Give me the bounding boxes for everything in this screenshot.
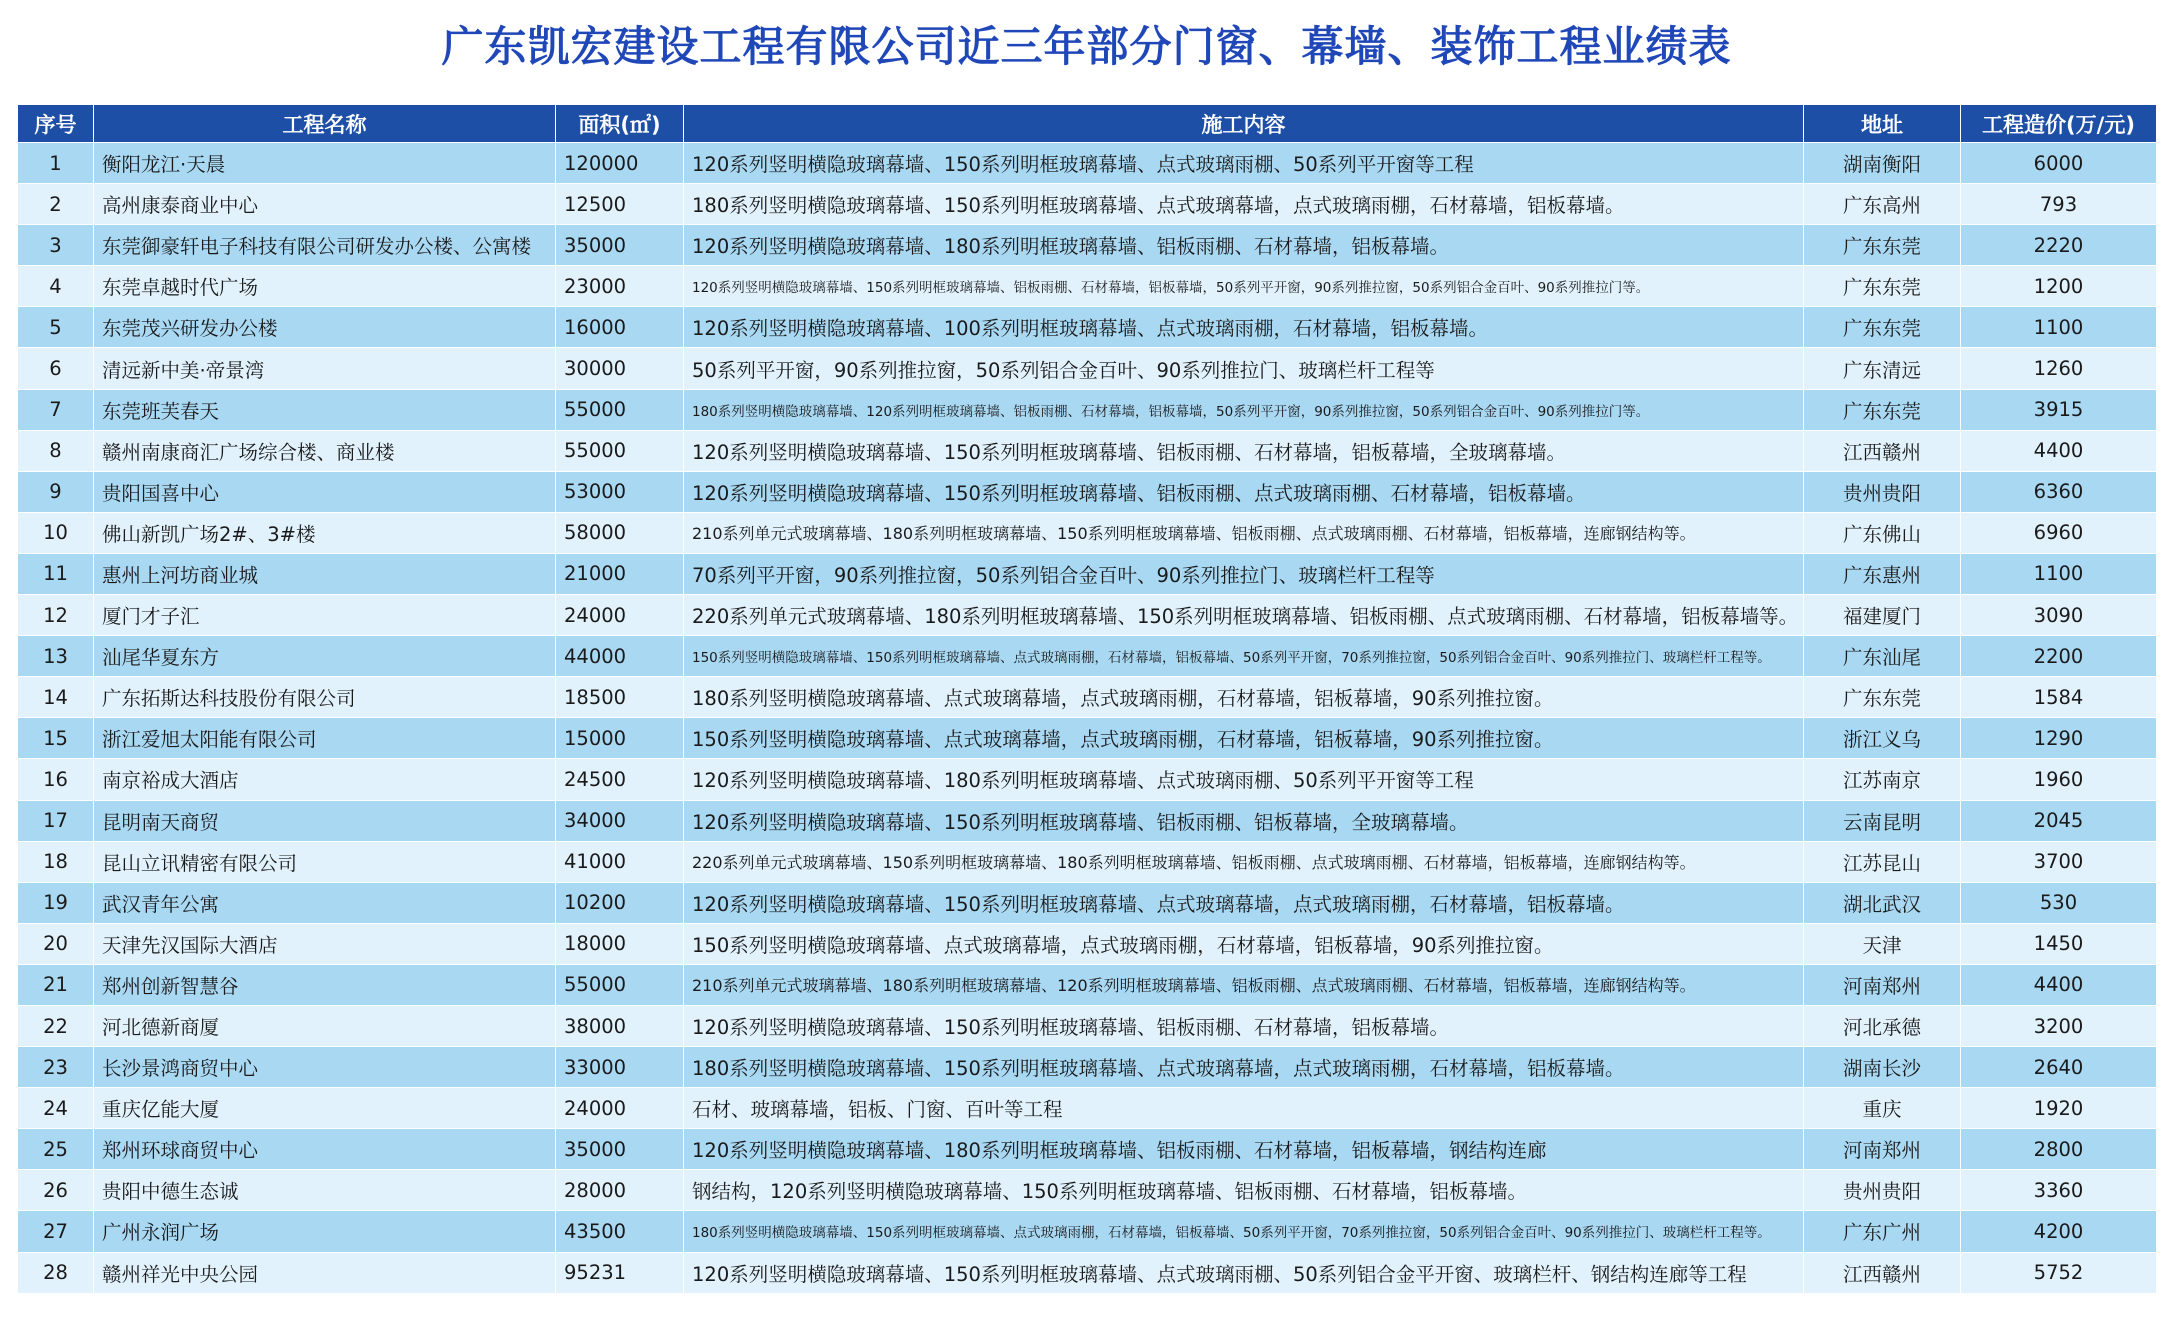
cell-no: 9 [18, 471, 94, 512]
cell-project-name: 厦门才子汇 [94, 595, 556, 636]
cell-content: 石材、玻璃幕墙，铝板、门窗、百叶等工程 [684, 1088, 1804, 1129]
page-title: 广东凯宏建设工程有限公司近三年部分门窗、幕墙、装饰工程业绩表 [441, 22, 1732, 71]
cell-project-name: 郑州创新智慧谷 [94, 964, 556, 1005]
table-row [18, 184, 2157, 225]
cell-address: 河南郑州 [1804, 1129, 1961, 1170]
table-row [18, 1252, 2157, 1293]
cell-area: 35000 [556, 1129, 684, 1170]
cell-no: 10 [18, 512, 94, 553]
col-header-no: 序号 [18, 105, 94, 143]
cell-project-name: 贵阳中德生态诚 [94, 1170, 556, 1211]
cell-project-name: 东莞卓越时代广场 [94, 266, 556, 307]
table-row [18, 595, 2157, 636]
cell-project-name: 天津先汉国际大酒店 [94, 923, 556, 964]
table-row [18, 512, 2157, 553]
table-header [18, 105, 2157, 143]
table-row [18, 923, 2157, 964]
table-row [18, 1129, 2157, 1170]
cell-content: 120系列竖明横隐玻璃幕墙、100系列明框玻璃幕墙、点式玻璃雨棚，石材幕墙，铝板幕墙。 [684, 307, 1804, 348]
table-row [18, 636, 2157, 677]
cell-area: 58000 [556, 512, 684, 553]
cell-area: 44000 [556, 636, 684, 677]
cell-cost: 1260 [1961, 348, 2157, 389]
cell-address: 广东清远 [1804, 348, 1961, 389]
cell-project-name: 贵阳国喜中心 [94, 471, 556, 512]
cell-area: 28000 [556, 1170, 684, 1211]
cell-address: 广东东莞 [1804, 677, 1961, 718]
table-row [18, 800, 2157, 841]
cell-content: 120系列竖明横隐玻璃幕墙、150系列明框玻璃幕墙、点式玻璃雨棚、50系列平开窗等工程 [684, 143, 1804, 184]
cell-no: 20 [18, 923, 94, 964]
cell-area: 34000 [556, 800, 684, 841]
cell-project-name: 昆明南天商贸 [94, 800, 556, 841]
cell-project-name: 东莞茂兴研发办公楼 [94, 307, 556, 348]
cell-no: 12 [18, 595, 94, 636]
cell-area: 24500 [556, 759, 684, 800]
cell-content: 120系列竖明横隐玻璃幕墙、150系列明框玻璃幕墙、铝板雨棚、铝板幕墙，全玻璃幕墙。 [684, 800, 1804, 841]
cell-cost: 530 [1961, 882, 2157, 923]
cell-cost: 1290 [1961, 718, 2157, 759]
cell-area: 95231 [556, 1252, 684, 1293]
cell-area: 53000 [556, 471, 684, 512]
cell-project-name: 清远新中美·帝景湾 [94, 348, 556, 389]
cell-address: 广东东莞 [1804, 225, 1961, 266]
cell-address: 广东惠州 [1804, 553, 1961, 594]
cell-address: 河北承德 [1804, 1005, 1961, 1046]
cell-address: 广东东莞 [1804, 266, 1961, 307]
cell-cost: 6360 [1961, 471, 2157, 512]
col-header-cost: 工程造价(万/元) [1961, 105, 2157, 143]
cell-cost: 2220 [1961, 225, 2157, 266]
cell-address: 天津 [1804, 923, 1961, 964]
cell-cost: 6960 [1961, 512, 2157, 553]
cell-address: 广东东莞 [1804, 389, 1961, 430]
cell-project-name: 武汉青年公寓 [94, 882, 556, 923]
cell-content: 220系列单元式玻璃幕墙、180系列明框玻璃幕墙、150系列明框玻璃幕墙、铝板雨棚、点式玻璃雨棚、石材幕墙，铝板幕墙等。 [684, 595, 1804, 636]
cell-content: 150系列竖明横隐玻璃幕墙、点式玻璃幕墙，点式玻璃雨棚，石材幕墙，铝板幕墙，90系列推拉窗。 [684, 923, 1804, 964]
cell-area: 24000 [556, 595, 684, 636]
cell-area: 120000 [556, 143, 684, 184]
cell-address: 云南昆明 [1804, 800, 1961, 841]
cell-cost: 1450 [1961, 923, 2157, 964]
cell-project-name: 广东拓斯达科技股份有限公司 [94, 677, 556, 718]
cell-content: 120系列竖明横隐玻璃幕墙、150系列明框玻璃幕墙、铝板雨棚、石材幕墙，铝板幕墙。 [684, 1005, 1804, 1046]
cell-no: 7 [18, 389, 94, 430]
cell-cost: 3360 [1961, 1170, 2157, 1211]
cell-address: 重庆 [1804, 1088, 1961, 1129]
table-row [18, 718, 2157, 759]
cell-content: 120系列竖明横隐玻璃幕墙、180系列明框玻璃幕墙、铝板雨棚、石材幕墙，铝板幕墙，钢结构连廊 [684, 1129, 1804, 1170]
cell-area: 41000 [556, 841, 684, 882]
cell-project-name: 赣州南康商汇广场综合楼、商业楼 [94, 430, 556, 471]
table-row [18, 964, 2157, 1005]
cell-area: 33000 [556, 1047, 684, 1088]
cell-no: 21 [18, 964, 94, 1005]
cell-content: 钢结构，120系列竖明横隐玻璃幕墙、150系列明框玻璃幕墙、铝板雨棚、石材幕墙，铝板幕墙。 [684, 1170, 1804, 1211]
cell-content: 180系列竖明横隐玻璃幕墙、点式玻璃幕墙，点式玻璃雨棚，石材幕墙，铝板幕墙，90系列推拉窗。 [684, 677, 1804, 718]
cell-area: 18500 [556, 677, 684, 718]
cell-area: 30000 [556, 348, 684, 389]
cell-area: 23000 [556, 266, 684, 307]
cell-no: 2 [18, 184, 94, 225]
cell-address: 河南郑州 [1804, 964, 1961, 1005]
col-header-area: 面积(㎡) [556, 105, 684, 143]
cell-cost: 3700 [1961, 841, 2157, 882]
cell-project-name: 惠州上河坊商业城 [94, 553, 556, 594]
cell-content: 50系列平开窗，90系列推拉窗，50系列铝合金百叶、90系列推拉门、玻璃栏杆工程等 [684, 348, 1804, 389]
cell-project-name: 衡阳龙江·天晨 [94, 143, 556, 184]
cell-area: 16000 [556, 307, 684, 348]
table-row [18, 389, 2157, 430]
cell-no: 19 [18, 882, 94, 923]
cell-cost: 1200 [1961, 266, 2157, 307]
cell-project-name: 南京裕成大酒店 [94, 759, 556, 800]
table-row [18, 553, 2157, 594]
cell-no: 15 [18, 718, 94, 759]
cell-area: 10200 [556, 882, 684, 923]
cell-address: 江西赣州 [1804, 430, 1961, 471]
cell-address: 江苏昆山 [1804, 841, 1961, 882]
cell-content: 180系列竖明横隐玻璃幕墙、150系列明框玻璃幕墙、点式玻璃幕墙，点式玻璃雨棚，石材幕墙，铝板幕墙。 [684, 1047, 1804, 1088]
cell-no: 1 [18, 143, 94, 184]
cell-project-name: 昆山立讯精密有限公司 [94, 841, 556, 882]
table-row [18, 430, 2157, 471]
cell-cost: 3915 [1961, 389, 2157, 430]
table-row [18, 1047, 2157, 1088]
cell-cost: 1584 [1961, 677, 2157, 718]
cell-address: 湖南长沙 [1804, 1047, 1961, 1088]
cell-no: 8 [18, 430, 94, 471]
cell-content: 220系列单元式玻璃幕墙、150系列明框玻璃幕墙、180系列明框玻璃幕墙、铝板雨棚、点式玻璃雨棚、石材幕墙，铝板幕墙，连廊钢结构等。 [684, 841, 1804, 882]
cell-area: 55000 [556, 964, 684, 1005]
table-row [18, 266, 2157, 307]
cell-project-name: 河北德新商厦 [94, 1005, 556, 1046]
cell-address: 江西赣州 [1804, 1252, 1961, 1293]
cell-cost: 2200 [1961, 636, 2157, 677]
cell-cost: 2800 [1961, 1129, 2157, 1170]
cell-cost: 1100 [1961, 553, 2157, 594]
table-body [18, 143, 2157, 1294]
table-row [18, 225, 2157, 266]
cell-content: 120系列竖明横隐玻璃幕墙、150系列明框玻璃幕墙、铝板雨棚、石材幕墙，铝板幕墙，全玻璃幕墙。 [684, 430, 1804, 471]
cell-address: 广东广州 [1804, 1211, 1961, 1252]
table-row [18, 143, 2157, 184]
cell-area: 43500 [556, 1211, 684, 1252]
cell-area: 24000 [556, 1088, 684, 1129]
cell-content: 120系列竖明横隐玻璃幕墙、150系列明框玻璃幕墙、点式玻璃幕墙，点式玻璃雨棚，石材幕墙，铝板幕墙。 [684, 882, 1804, 923]
cell-cost: 5752 [1961, 1252, 2157, 1293]
cell-no: 5 [18, 307, 94, 348]
cell-area: 55000 [556, 430, 684, 471]
cell-no: 6 [18, 348, 94, 389]
cell-project-name: 东莞御豪轩电子科技有限公司研发办公楼、公寓楼 [94, 225, 556, 266]
table-row [18, 1170, 2157, 1211]
cell-area: 55000 [556, 389, 684, 430]
cell-project-name: 东莞班芙春天 [94, 389, 556, 430]
cell-content: 120系列竖明横隐玻璃幕墙、180系列明框玻璃幕墙、铝板雨棚、石材幕墙，铝板幕墙。 [684, 225, 1804, 266]
table-row [18, 882, 2157, 923]
cell-project-name: 长沙景鸿商贸中心 [94, 1047, 556, 1088]
cell-project-name: 广州永润广场 [94, 1211, 556, 1252]
cell-address: 广东汕尾 [1804, 636, 1961, 677]
cell-no: 4 [18, 266, 94, 307]
cell-project-name: 重庆亿能大厦 [94, 1088, 556, 1129]
cell-no: 18 [18, 841, 94, 882]
cell-no: 24 [18, 1088, 94, 1129]
cell-no: 13 [18, 636, 94, 677]
cell-area: 38000 [556, 1005, 684, 1046]
cell-cost: 4400 [1961, 430, 2157, 471]
cell-content: 120系列竖明横隐玻璃幕墙、150系列明框玻璃幕墙、铝板雨棚、石材幕墙，铝板幕墙，50系列平开窗，90系列推拉窗，50系列铝合金百叶、90系列推拉门等。 [684, 266, 1804, 307]
cell-project-name: 赣州祥光中央公园 [94, 1252, 556, 1293]
cell-area: 12500 [556, 184, 684, 225]
cell-no: 22 [18, 1005, 94, 1046]
cell-content: 210系列单元式玻璃幕墙、180系列明框玻璃幕墙、120系列明框玻璃幕墙、铝板雨棚、点式玻璃雨棚、石材幕墙，铝板幕墙，连廊钢结构等。 [684, 964, 1804, 1005]
cell-no: 3 [18, 225, 94, 266]
cell-no: 25 [18, 1129, 94, 1170]
cell-cost: 6000 [1961, 143, 2157, 184]
cell-no: 17 [18, 800, 94, 841]
cell-cost: 3090 [1961, 595, 2157, 636]
cell-content: 210系列单元式玻璃幕墙、180系列明框玻璃幕墙、150系列明框玻璃幕墙、铝板雨棚、点式玻璃雨棚、石材幕墙，铝板幕墙，连廊钢结构等。 [684, 512, 1804, 553]
cell-content: 120系列竖明横隐玻璃幕墙、180系列明框玻璃幕墙、点式玻璃雨棚、50系列平开窗等工程 [684, 759, 1804, 800]
cell-content: 180系列竖明横隐玻璃幕墙、150系列明框玻璃幕墙、点式玻璃幕墙，点式玻璃雨棚，石材幕墙，铝板幕墙。 [684, 184, 1804, 225]
col-header-address: 地址 [1804, 105, 1961, 143]
header-row [18, 105, 2157, 143]
cell-address: 湖北武汉 [1804, 882, 1961, 923]
table-row [18, 759, 2157, 800]
cell-cost: 1100 [1961, 307, 2157, 348]
cell-content: 150系列竖明横隐玻璃幕墙、150系列明框玻璃幕墙、点式玻璃雨棚，石材幕墙，铝板幕墙、50系列平开窗，70系列推拉窗，50系列铝合金百叶、90系列推拉门、玻璃栏杆工程等。 [684, 636, 1804, 677]
table-row [18, 471, 2157, 512]
cell-content: 120系列竖明横隐玻璃幕墙、150系列明框玻璃幕墙、点式玻璃雨棚、50系列铝合金平开窗、玻璃栏杆、钢结构连廊等工程 [684, 1252, 1804, 1293]
cell-address: 湖南衡阳 [1804, 143, 1961, 184]
cell-no: 11 [18, 553, 94, 594]
cell-address: 贵州贵阳 [1804, 471, 1961, 512]
cell-address: 广东佛山 [1804, 512, 1961, 553]
performance-table [17, 104, 2157, 1294]
cell-cost: 2640 [1961, 1047, 2157, 1088]
cell-project-name: 郑州环球商贸中心 [94, 1129, 556, 1170]
cell-address: 浙江义乌 [1804, 718, 1961, 759]
cell-content: 70系列平开窗，90系列推拉窗，50系列铝合金百叶、90系列推拉门、玻璃栏杆工程等 [684, 553, 1804, 594]
cell-area: 18000 [556, 923, 684, 964]
table-row [18, 1088, 2157, 1129]
cell-no: 26 [18, 1170, 94, 1211]
cell-cost: 793 [1961, 184, 2157, 225]
cell-cost: 2045 [1961, 800, 2157, 841]
col-header-name: 工程名称 [94, 105, 556, 143]
cell-content: 180系列竖明横隐玻璃幕墙、150系列明框玻璃幕墙、点式玻璃雨棚，石材幕墙，铝板幕墙、50系列平开窗，70系列推拉窗，50系列铝合金百叶、90系列推拉门、玻璃栏杆工程等。 [684, 1211, 1804, 1252]
cell-content: 120系列竖明横隐玻璃幕墙、150系列明框玻璃幕墙、铝板雨棚、点式玻璃雨棚、石材幕墙，铝板幕墙。 [684, 471, 1804, 512]
cell-no: 28 [18, 1252, 94, 1293]
col-header-content: 施工内容 [684, 105, 1804, 143]
cell-cost: 1960 [1961, 759, 2157, 800]
cell-cost: 1920 [1961, 1088, 2157, 1129]
cell-no: 14 [18, 677, 94, 718]
cell-cost: 4400 [1961, 964, 2157, 1005]
table-row [18, 348, 2157, 389]
cell-content: 180系列竖明横隐玻璃幕墙、120系列明框玻璃幕墙、铝板雨棚、石材幕墙，铝板幕墙，50系列平开窗，90系列推拉窗，50系列铝合金百叶、90系列推拉门等。 [684, 389, 1804, 430]
cell-project-name: 汕尾华夏东方 [94, 636, 556, 677]
table-row [18, 677, 2157, 718]
cell-no: 23 [18, 1047, 94, 1088]
cell-area: 35000 [556, 225, 684, 266]
cell-no: 16 [18, 759, 94, 800]
cell-area: 15000 [556, 718, 684, 759]
cell-address: 江苏南京 [1804, 759, 1961, 800]
table-row [18, 841, 2157, 882]
cell-project-name: 浙江爱旭太阳能有限公司 [94, 718, 556, 759]
cell-project-name: 高州康泰商业中心 [94, 184, 556, 225]
table-row [18, 1211, 2157, 1252]
cell-address: 广东高州 [1804, 184, 1961, 225]
cell-cost: 4200 [1961, 1211, 2157, 1252]
cell-no: 27 [18, 1211, 94, 1252]
cell-address: 贵州贵阳 [1804, 1170, 1961, 1211]
cell-cost: 3200 [1961, 1005, 2157, 1046]
cell-address: 福建厦门 [1804, 595, 1961, 636]
cell-address: 广东东莞 [1804, 307, 1961, 348]
cell-content: 150系列竖明横隐玻璃幕墙、点式玻璃幕墙，点式玻璃雨棚，石材幕墙，铝板幕墙，90系列推拉窗。 [684, 718, 1804, 759]
cell-area: 21000 [556, 553, 684, 594]
cell-project-name: 佛山新凯广场2#、3#楼 [94, 512, 556, 553]
table-row [18, 1005, 2157, 1046]
table-row [18, 307, 2157, 348]
